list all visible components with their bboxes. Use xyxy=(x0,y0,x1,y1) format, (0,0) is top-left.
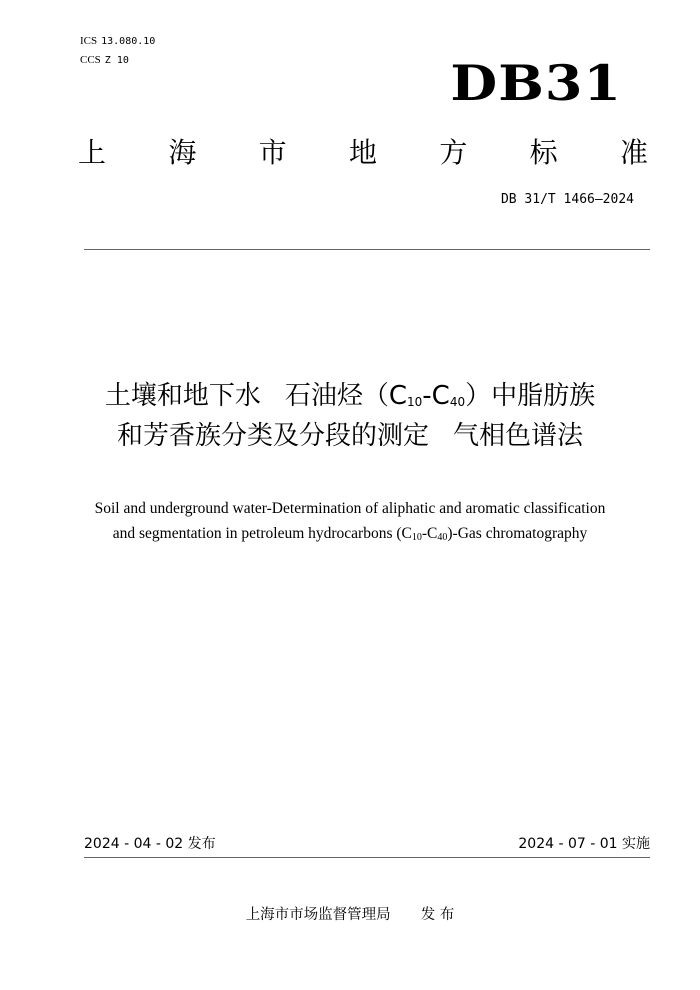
chinese-title-line-2 xyxy=(40,416,660,456)
chinese-title-text: -C xyxy=(422,381,450,411)
db31-logo: DB31 xyxy=(450,54,622,112)
footer-divider xyxy=(84,857,650,858)
chinese-title-text: 气相色谱法 xyxy=(453,421,584,451)
ccs-code: Z 10 xyxy=(104,55,129,66)
standard-type-title xyxy=(78,136,648,170)
standard-title-char: 上 xyxy=(78,136,107,169)
ics-code: 13.080.10 xyxy=(101,36,156,47)
english-title-text: and segmentation in petroleum hydrocarbons (C xyxy=(112,525,412,542)
ccs-label: CCS xyxy=(80,54,101,66)
publisher xyxy=(0,905,700,925)
ccs-classification xyxy=(80,53,129,68)
english-title-text: )-Gas chromatography xyxy=(447,525,588,542)
implementation-date: 2024 - 07 - 01 实施 xyxy=(518,836,650,852)
english-title-line-1: Soil and underground water-Determination of aliphatic and aromatic classification xyxy=(94,500,606,517)
subscript: 10 xyxy=(407,395,423,409)
issue-date: 2024 - 04 - 02 发布 xyxy=(84,836,216,852)
chinese-title-text: 石油烃（C xyxy=(284,381,408,411)
standard-title-char: 准 xyxy=(619,136,648,169)
publisher-name: 上海市市场监督管理局 xyxy=(245,907,391,923)
publisher-action: 发 布 xyxy=(420,907,455,923)
chinese-title xyxy=(40,376,660,456)
english-title-line-2 xyxy=(40,521,660,546)
chinese-title-text: 和芳香族分类及分段的测定 xyxy=(116,421,429,451)
subscript: 10 xyxy=(411,532,422,543)
ics-classification xyxy=(80,34,155,49)
standard-title-char: 地 xyxy=(348,136,377,169)
header-divider xyxy=(84,249,650,250)
standard-title-char: 标 xyxy=(529,136,558,169)
standard-number: DB 31/T 1466—2024 xyxy=(500,192,634,207)
standard-title-char: 市 xyxy=(258,136,287,169)
chinese-title-text: 土壤和地下水 xyxy=(104,381,261,411)
standard-title-char: 方 xyxy=(439,136,468,169)
subscript: 40 xyxy=(449,395,466,409)
ics-label: ICS xyxy=(80,35,98,47)
english-title-text: -C xyxy=(421,525,438,542)
english-title xyxy=(40,496,660,546)
chinese-title-text: ）中脂肪族 xyxy=(465,381,596,411)
chinese-title-line-1 xyxy=(40,376,660,416)
subscript: 40 xyxy=(437,532,448,543)
standard-title-char: 海 xyxy=(168,136,197,169)
